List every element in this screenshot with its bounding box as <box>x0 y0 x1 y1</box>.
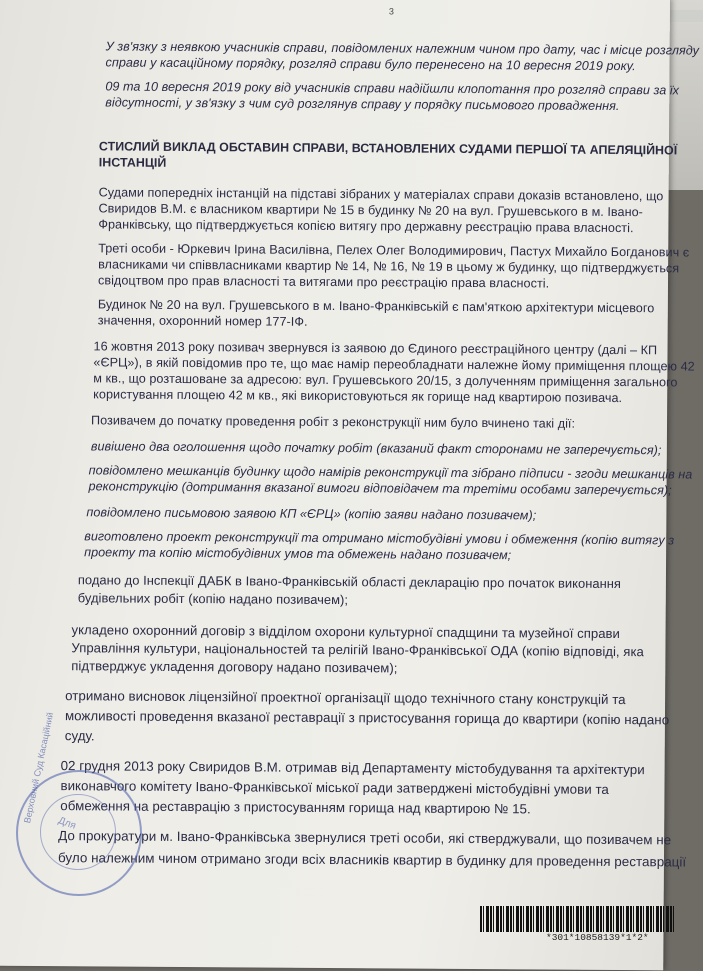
text-line: Позивачем до початку проведення робіт з реконструкції ним було вчинено такі дії: <box>90 413 576 431</box>
list-item: укладено охоронний договір з відділом охорони культурної спадщини та музейної справи <box>71 622 620 642</box>
list-item: реконструкцію (дотримання вказаної вимоги відповідачем та третіми особами заперечується); <box>88 479 672 498</box>
text-line: Треті особи - Юркевич Ірина Василівна, Пелех Олег Володимирович, Пастух Михайло Богданович є <box>98 241 690 260</box>
text-line: 09 та 10 вересня 2019 року від учасників справи надійшли клопотання про розгляд справи за їх <box>105 79 680 98</box>
text-line: значення, охоронний номер 177-ІФ. <box>97 313 308 329</box>
text-line: У зв'язку з неявкою учасників справи, повідомлених належним чином про дату, час і місце розгляду <box>105 39 700 58</box>
text-line: обмеження на реставрацію з пристосуванням горища над квартирою № 15. <box>60 798 531 817</box>
list-item: проекту та копію містобудівних умов та обмежень надано позивачем; <box>84 545 512 563</box>
list-item: підтверджує укладення договору надано позивачем); <box>71 658 398 676</box>
barcode-label: *301*10858139*1*2* <box>546 932 649 943</box>
text-line: Будинок № 20 на вул. Грушевського в м. Івано-Франківській є пам'яткою архітектури місцевого <box>97 297 655 316</box>
text-line: 02 грудня 2013 року Свиридов В.М. отримав від Департаменту містобудування та архітектури <box>60 758 645 778</box>
list-item: будівельних робіт (копію надано позивачем); <box>77 590 349 608</box>
text-line: Судами попередніх інстанцій на підставі зібраних у матеріалах справи доказів встановлено, що <box>98 185 664 204</box>
text-line: користування площею 42 м кв., які використовуються як горище над квартирою позивача. <box>93 387 623 406</box>
text-line: було належним чином отримано згоди всіх власників квартир в будинку для проведення реставрації <box>57 850 687 870</box>
text-line: «ЄРЦ»), в якій повідомив про те, що має намір переобладнати належне йому приміщення площею 42 <box>93 355 695 374</box>
court-stamp: Верховний Суд Касаційний Для <box>16 770 142 896</box>
list-item: виготовлено проект реконструкції та отримано містобудівні умови і обмеження (копію витягу з <box>84 529 675 548</box>
list-item: отримано висновок ліцензійної проектної організації щодо технічного стану конструкцій та <box>65 688 626 708</box>
text-line: До прокуратури м. Івано-Франківська звернулися треті особи, які стверджували, що позивачем не <box>58 828 672 848</box>
barcode <box>480 906 675 932</box>
text-line: 16 жовтня 2013 року позивач звернувся із заявою до Єдиного реєстраційного центру (далі – КП <box>93 339 658 358</box>
list-item: Управління культури, національностей та релігій Івано-Франківської ОДА (копію відповіді, яка <box>71 640 644 660</box>
page-number: 3 <box>388 6 394 17</box>
list-item: повідомлено мешканців будинку щодо намірів реконструкції та зібрано підписи - згоди мешканців на <box>88 463 693 482</box>
list-item: подано до Інспекції ДАБК в Івано-Франківській області декларацію про початок виконання <box>77 572 622 592</box>
text-line: виконавчого комітету Івано-Франківської міської ради затверджені містобудівні умови та <box>60 778 609 797</box>
list-item: суду. <box>64 728 95 744</box>
text-line: Франківську, що підтверджується копією витягу про державну реєстрацію права власності. <box>98 217 634 236</box>
text-line: Свиридов В.М. є власником квартири № 15 в будинку № 20 на вул. Грушевського в м. Івано- <box>98 201 643 220</box>
list-item: повідомлено письмовою заявою КП «ЄРЦ» (копію заяви надано позивачем); <box>86 505 537 523</box>
section-heading: ІНСТАНЦІЙ <box>98 155 167 170</box>
text-line: м кв., що розташоване за адресою: вул. Грушевського 20/15, з долученням приміщення загального <box>93 371 678 390</box>
text-line: справи у касаційному порядку, розгляд справи було перенесено на 10 вересня 2019 року. <box>105 55 636 74</box>
text-line: власниками чи співвласниками квартир № 14, № 16, № 19 в цьому ж будинку, що підтверджується <box>98 257 680 276</box>
section-heading: СТИСЛИЙ ВИКЛАД ОБСТАВИН СПРАВИ, ВСТАНОВЛЕНИХ СУДАМИ ПЕРШОЇ ТА АПЕЛЯЦІЙНОЇ <box>98 139 678 158</box>
text-line: свідоцтвом про прав власності та витягами про реєстрацію права власності. <box>97 273 550 291</box>
text-line: відсутності, у зв'язку з чим суд розглянув справу у порядку письмового провадження. <box>105 95 620 114</box>
list-item: вивішено два оголошення щодо початку робіт (вказаний факт сторонами не заперечується); <box>90 439 662 458</box>
list-item: можливості проведення вказаної реставрації з пристосування горища до квартири (копію надано <box>64 708 670 728</box>
